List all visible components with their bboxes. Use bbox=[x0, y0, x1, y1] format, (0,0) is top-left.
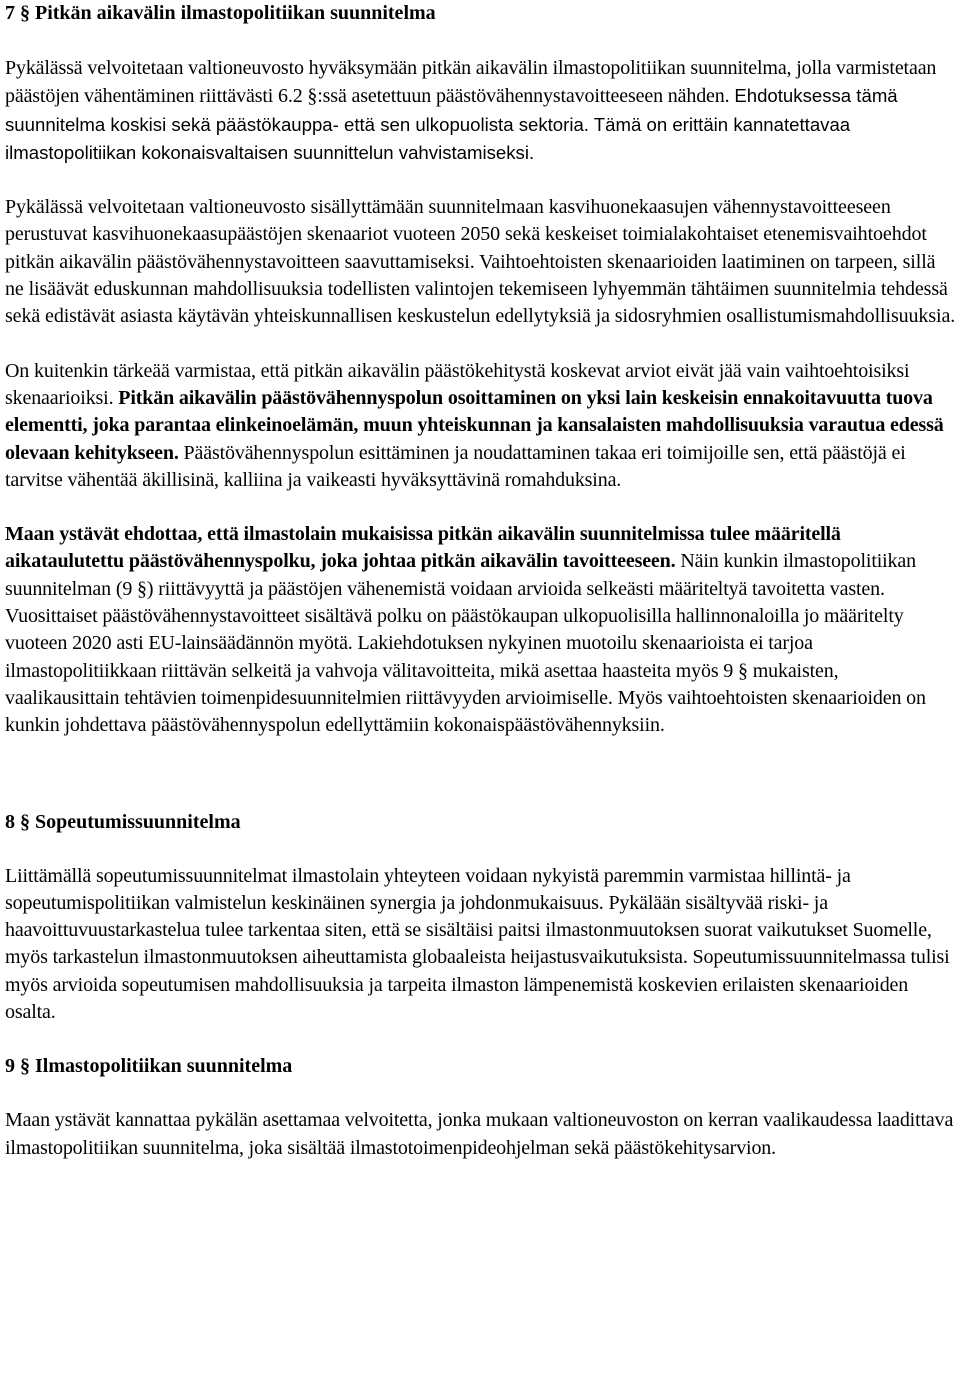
paragraph-text: Ehdotuksessa tämä suunnitelma koskisi sekä päästökauppa- että sen ulkopuolista sektoria. Tämä on erittäin kannatettavaa ilmastopolitiikan kokonaisvaltaisen suunnittelun vahvistamiseksi. bbox=[5, 85, 898, 163]
paragraph bbox=[5, 521, 957, 739]
paragraph-text: ) riittävyyttä ja päästöjen vähenemistä voidaan arvioida selkeästi määriteltyä tavoitetta vasten. Vuosittaiset päästövähennystavoitteet sisältävä polku on päästökaupan ulkopuolisilla hallinnonaloilla jo määritelty vuoteen 2020 asti EU-lainsäädännön myötä. Lakiehdotuksen nykyinen muotoilu skenaarioista ei tarjoa ilmastopolitiikkaan riittävän selkeitä ja vahvoja välitavoitteita, mikä asettaa haasteita myös 9 bbox=[5, 577, 904, 682]
paragraph-text: :ssä asetettuun päästövähennystavoitteeseen nähden. bbox=[317, 85, 735, 108]
section-title: Ilmastopolitiikan suunnitelma bbox=[35, 1055, 293, 1078]
paragraph-text: mukaisten, vaalikausittain tehtävien toimenpidesuunnitelmien riittävyyden arvioimiselle. Myös vaihtoehtoisten skenaarioiden on kunkin johdettava päästövähennyspolun edellyttämiin kokonaispäästövähennyksiin. bbox=[5, 659, 926, 737]
paragraph-text: On kuitenkin tärkeää varmistaa, että pitkän aikavälin päästökehitystä koskevat arviot eivät jää vain vaihtoehtoisiksi skenaarioiksi. bbox=[5, 359, 910, 409]
section-number: 9 bbox=[5, 1055, 15, 1078]
paragraph-text: Näin kunkin ilmastopolitiikan suunnitelman (9 bbox=[5, 550, 916, 600]
section-title: Sopeutumissuunnitelma bbox=[35, 810, 241, 833]
section-7 bbox=[5, 0, 957, 740]
section-sign: § bbox=[137, 577, 147, 600]
paragraph: Maan ystävät kannattaa pykälän asettamaa velvoitetta, jonka mukaan valtioneuvoston on kerran vaalikaudessa laadittava ilmastopolitiikan suunnitelma, joka sisältää ilmastotoimenpideohjelman sekä päästökehitysarvion. bbox=[5, 1109, 954, 1159]
section-sign: § bbox=[20, 2, 30, 24]
section-title: Pitkän aikavälin ilmastopolitiikan suunnitelma bbox=[35, 2, 436, 24]
emphasis-text: Maan ystävät ehdottaa, että ilmastolain mukaisissa pitkän aikavälin suunnitelmissa tulee määritellä aikataulutettu päästövähennyspolku, joka johtaa pitkän aikavälin tavoitteeseen. bbox=[5, 523, 841, 573]
section-sign: § bbox=[307, 85, 318, 108]
paragraph-text: Pykälässä velvoitetaan valtioneuvosto hyväksymään pitkän aikavälin ilmastopolitiikan suunnitelma, jolla varmistetaan päästöjen vähentäminen riittävästi 6.2 bbox=[5, 57, 937, 108]
section-sign: § bbox=[20, 810, 30, 833]
document-page bbox=[5, 0, 957, 1162]
paragraph bbox=[5, 55, 957, 167]
section-heading bbox=[5, 0, 957, 27]
section-sign: § bbox=[20, 1055, 30, 1078]
paragraph-text: Päästövähennyspolun esittäminen ja noudattaminen takaa eri toimijoille sen, että päästöjä ei tarvitse vähentää äkillisinä, kalliina ja vaikeasti hyväksyttävinä romahduksina. bbox=[5, 441, 906, 491]
section-number: 7 bbox=[5, 2, 15, 24]
section-9 bbox=[5, 1053, 957, 1162]
section-sign: § bbox=[738, 659, 748, 682]
paragraph bbox=[5, 358, 957, 494]
paragraph: Liittämällä sopeutumissuunnitelmat ilmastolain yhteyteen voidaan nykyistä paremmin varmistaa hillintä- ja sopeutumispolitiikan valmistelun keskinäinen synergia ja johdonmukaisuus. Pykälään sisältyvää riski- ja haavoittuvuustarkastelua tulee tarkentaa siten, että se sisältäisi paitsi ilmastonmuutoksen suorat vaikutukset Suomelle, myös tarkastelun ilmastonmuutoksen aiheuttamista globaaleista heijastusvaikutuksista. Sopeutumissuunnitelmassa tulisi myös arvioida sopeutumisen mahdollisuuksia ja tarpeita ilmaston lämpenemistä koskevien erilaisten skenaarioiden osalta. bbox=[5, 864, 950, 1024]
section-heading bbox=[5, 809, 957, 836]
paragraph: Pykälässä velvoitetaan valtioneuvosto sisällyttämään suunnitelmaan kasvihuonekaasujen vähennystavoitteeseen perustuvat kasvihuonekaasupäästöjen skenaariot vuoteen 2050 sekä keskeiset toimialakohtaiset etenemisvaihtoehdot pitkän aikavälin päästövähennystavoitteen saavuttamiseksi. Vaihtoehtoisten skenaarioiden laatiminen on tarpeen, sillä ne lisäävät eduskunnan mahdollisuuksia todellisten valintojen tekemiseen lyhyemmän tähtäimen suunnitelmia tehdessä sekä edistävät asiasta käytävän yhteiskunnallisen keskustelun edellytyksiä ja sidosryhmien osallistumismahdollisuuksia. bbox=[5, 196, 956, 328]
section-number: 8 bbox=[5, 810, 15, 833]
section-8 bbox=[5, 809, 957, 1027]
section-heading bbox=[5, 1053, 957, 1080]
emphasis-text: Pitkän aikavälin päästövähennyspolun osoittaminen on yksi lain keskeisin ennakoitavuutta tuova elementti, joka parantaa elinkeinoelämän, muun yhteiskunnan ja kansalaisten mahdollisuuksia varautua edessä olevaan kehitykseen. bbox=[5, 386, 944, 464]
